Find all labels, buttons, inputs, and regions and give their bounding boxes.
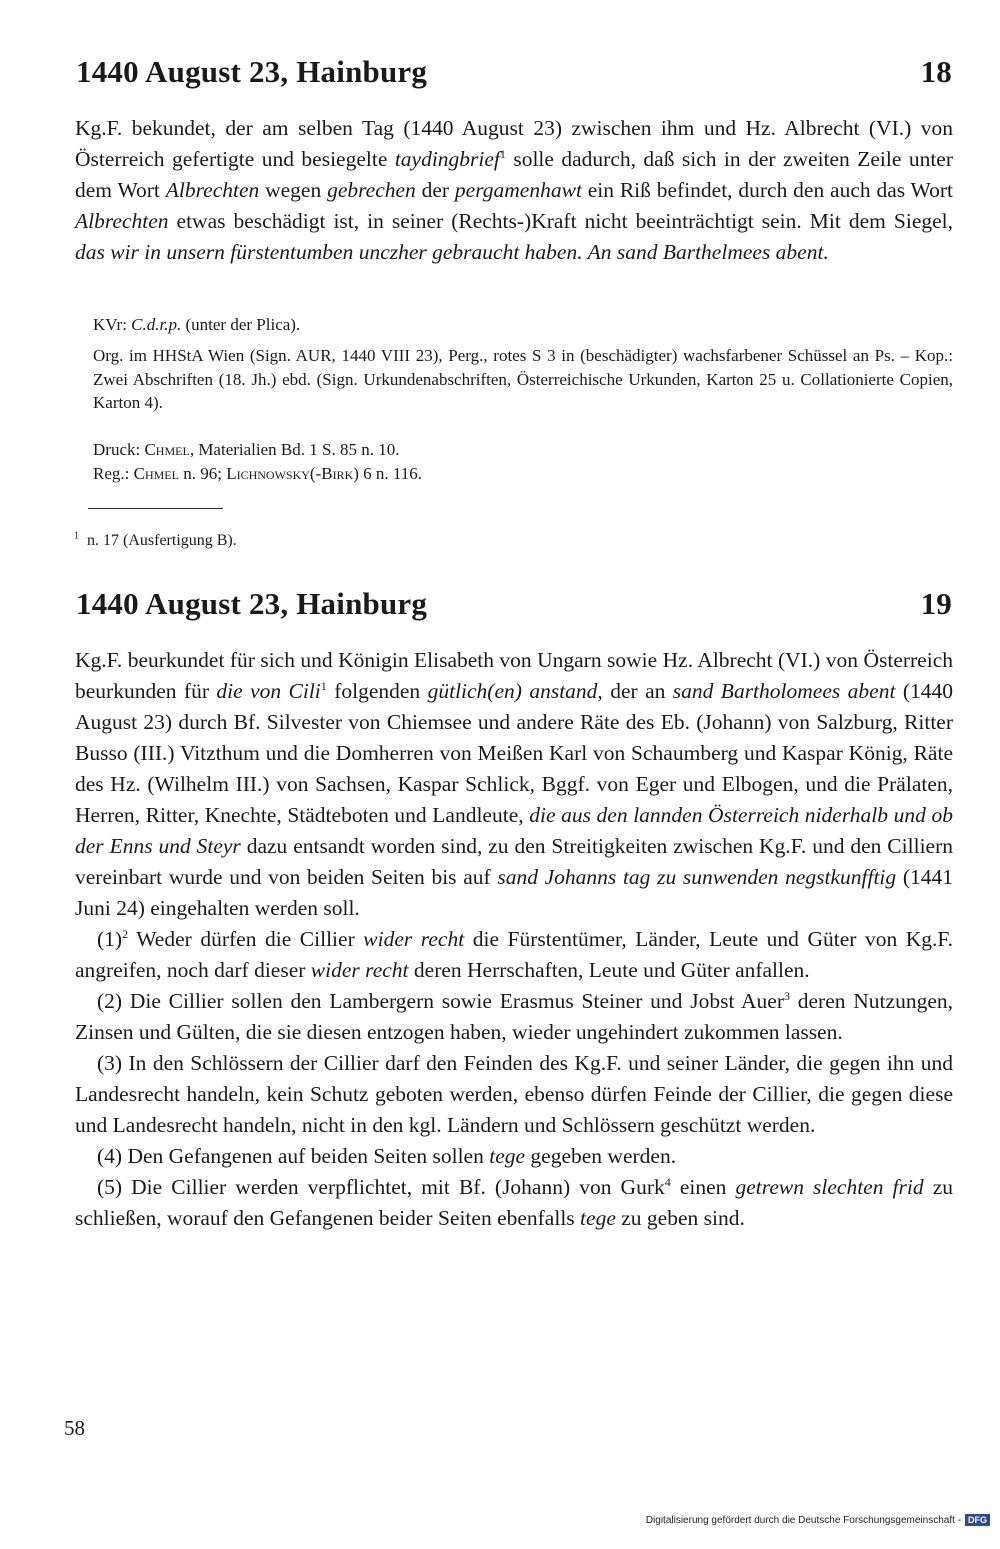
- italic-quote: getrewn slechten frid: [735, 1175, 924, 1199]
- reg-rest: 6 n. 116.: [358, 463, 423, 483]
- text-run: ein Riß befindet, durch den auch das Wort: [581, 178, 953, 202]
- original-text: Org. im HHStA Wien (Sign. AUR, 1440 VIII 23), Perg., rotes S 3 in (beschädigter) wachsfarbener Schüssel an Ps. – Kop.: Zwei Abschriften (18. Jh.) ebd. (Sign. Urkundenabschriften, Österreichische Urkunden, Karton 25 u. Collationierte Copien, Karton 4).: [93, 346, 953, 412]
- digitization-credit: [646, 1514, 990, 1526]
- paragraph-1: [75, 924, 953, 986]
- kvr-label: KVr:: [93, 315, 132, 334]
- text-run: (5) Die Cillier werden verpflichtet, mit Bf. (Johann) von Gurk: [97, 1175, 665, 1199]
- druck-line: [93, 438, 953, 462]
- credit-text: Digitalisierung gefördert durch die Deutsche Forschungsgemeinschaft -: [645, 1514, 961, 1526]
- page-number: 58: [64, 1416, 85, 1440]
- text-run: deren Nutzungen, Zinsen und Gülten, die sie diesen entzogen haben, wieder ungehindert zukommen lassen.: [75, 989, 953, 1044]
- footnote-mark: 1: [74, 530, 79, 542]
- text-run: solle dadurch, daß sich in der zweiten Zeile unter dem Wort: [75, 147, 953, 202]
- italic-quote: wider recht: [363, 927, 465, 951]
- heading-date-place: 1440 August 23, Hainburg: [76, 586, 428, 621]
- italic-quote: gebrechen: [327, 178, 416, 202]
- paragraph-3: [75, 1048, 953, 1141]
- italic-quote: sand Bartholomees abent: [672, 679, 896, 703]
- footnote-ref: 4: [664, 1174, 671, 1189]
- italic-quote: tege: [580, 1206, 616, 1230]
- italic-quote: pergamenhawt: [454, 178, 582, 202]
- paragraph-4: [75, 1141, 953, 1172]
- text-run: (1440 August 23) durch Bf. Silvester von Chiemsee und andere Räte des Eb. (Johann) von Salzburg, Ritter Busso (III.) Vitzthum und die Domherren von Meißen Karl von Schaumberg und Kaspar König, Räte des Hz. (Wilhelm III.) von Sachsen, Kaspar Schlick, Bggf. von Eger und Elbogen, und die Prälaten, Herren, Ritter, Knechte, Städteboten und Landleute,: [75, 679, 953, 827]
- text-run: Kg.F. beurkundet für sich und Königin Elisabeth von Ungarn sowie Hz. Albrecht (VI.) von Österreich beurkunden für: [75, 648, 953, 703]
- text-run: (2) Die Cillier sollen den Lambergern sowie Erasmus Steiner und Jobst Auer: [97, 989, 784, 1013]
- document-heading-19: [76, 586, 952, 622]
- text-run: etwas beschädigt ist, in seiner (Rechts-)Kraft nicht beeinträchtigt sein. Mit dem Siegel,: [168, 209, 953, 233]
- text-run: zu schließen, worauf den Gefangenen beider Seiten ebenfalls: [75, 1175, 954, 1230]
- text-run: (1441 Juni 24) eingehalten werden soll.: [75, 865, 953, 920]
- text-run: zu geben sind.: [615, 1206, 745, 1230]
- footnote-ref: 3: [783, 988, 790, 1003]
- summary-paragraph: [75, 113, 953, 268]
- text-run: gegeben werden.: [525, 1144, 677, 1168]
- text-run: (4) Den Gefangenen auf beiden Seiten sollen: [97, 1144, 490, 1168]
- paragraph-2: [75, 986, 953, 1048]
- document-number: 19: [920, 586, 952, 621]
- text-run: der: [415, 178, 455, 202]
- reg-author-2: Lichnowsky(-Birk): [226, 463, 359, 483]
- italic-quote: Albrechten: [165, 178, 260, 202]
- heading-date-place: 1440 August 23, Hainburg: [76, 54, 428, 89]
- text-run: folgenden: [326, 679, 428, 703]
- italic-quote: Albrechten: [75, 209, 169, 233]
- reg-label: Reg.:: [93, 463, 134, 483]
- kvr-note: [93, 313, 953, 337]
- text-run: die Fürstentümer, Länder, Leute und Güter von Kg.F. angreifen, noch darf dieser: [75, 927, 953, 982]
- footnote-ref: 1: [320, 678, 327, 693]
- text-run: , der an: [597, 679, 673, 703]
- paragraph-5: [75, 1172, 953, 1234]
- text-run: dazu entsandt worden sind, zu den Streitigkeiten zwischen Kg.F. und den Cilliern vereinbart wurde und von beiden Seiten bis auf: [75, 834, 953, 889]
- text-run: Weder dürfen die Cillier: [128, 927, 364, 951]
- footnote: [74, 532, 237, 550]
- document-19-body: [75, 645, 953, 1234]
- druck-rest: , Materialien Bd. 1 S. 85 n. 10.: [189, 440, 400, 459]
- italic-quote: sand Johanns tag zu sunwenden negstkunfftig: [497, 865, 897, 889]
- document-18-summary: [75, 113, 953, 268]
- text-run: wegen: [259, 178, 328, 202]
- document-number: 18: [920, 54, 952, 89]
- druck-label: Druck:: [93, 440, 145, 459]
- reg-mid: n. 96;: [178, 463, 227, 483]
- italic-quote: tege: [489, 1144, 526, 1168]
- dfg-logo: DFG: [965, 1514, 990, 1526]
- paragraph-intro: [75, 645, 953, 924]
- text-run: deren Herrschaften, Leute und Güter anfallen.: [408, 958, 810, 982]
- druck-author: Chmel: [144, 440, 190, 459]
- italic-quote: gütlich(en) anstand: [427, 679, 598, 703]
- italic-quote: wider recht: [310, 958, 409, 982]
- reg-author-1: Chmel: [133, 463, 179, 483]
- original-note: [93, 344, 953, 415]
- footnote-ref: 1: [499, 146, 506, 161]
- text-run: (3) In den Schlössern der Cillier darf den Feinden des Kg.F. und seiner Länder, die gegen ihn und Landesrecht handeln, kein Schutz geboten werden, ebenso dürfen Feinde der Cillier, die gegen diese und Landesrecht handeln, nicht in den kgl. Ländern und Schlössern geschützt werden.: [75, 1051, 953, 1137]
- footnote-divider: [88, 508, 223, 509]
- footnote-text: n. 17 (Ausfertigung B).: [87, 532, 237, 549]
- reg-line: [93, 462, 953, 486]
- kvr-value: C.d.r.p.: [131, 315, 182, 334]
- text-run: Kg.F. bekundet, der am selben Tag (1440 August 23) zwischen ihm und Hz. Albrecht (VI.) von Österreich gefertigte und besiegelte: [75, 116, 953, 171]
- text-run: einen: [670, 1175, 736, 1199]
- italic-quote: die aus den lannden Österreich niderhalb und ob der Enns und Steyr: [75, 803, 953, 858]
- italic-quote: das wir in unsern fürstentumben unczher gebraucht haben. An sand Barthelmees abent.: [75, 240, 829, 264]
- footnote-ref: 2: [122, 926, 129, 941]
- print-references: [93, 438, 953, 485]
- italic-quote: taydingbrief: [394, 147, 500, 171]
- text-run: (1): [97, 927, 123, 951]
- italic-quote: die von Cili: [216, 679, 321, 703]
- kvr-rest: (unter der Plica).: [181, 315, 301, 334]
- document-heading-18: [76, 54, 952, 90]
